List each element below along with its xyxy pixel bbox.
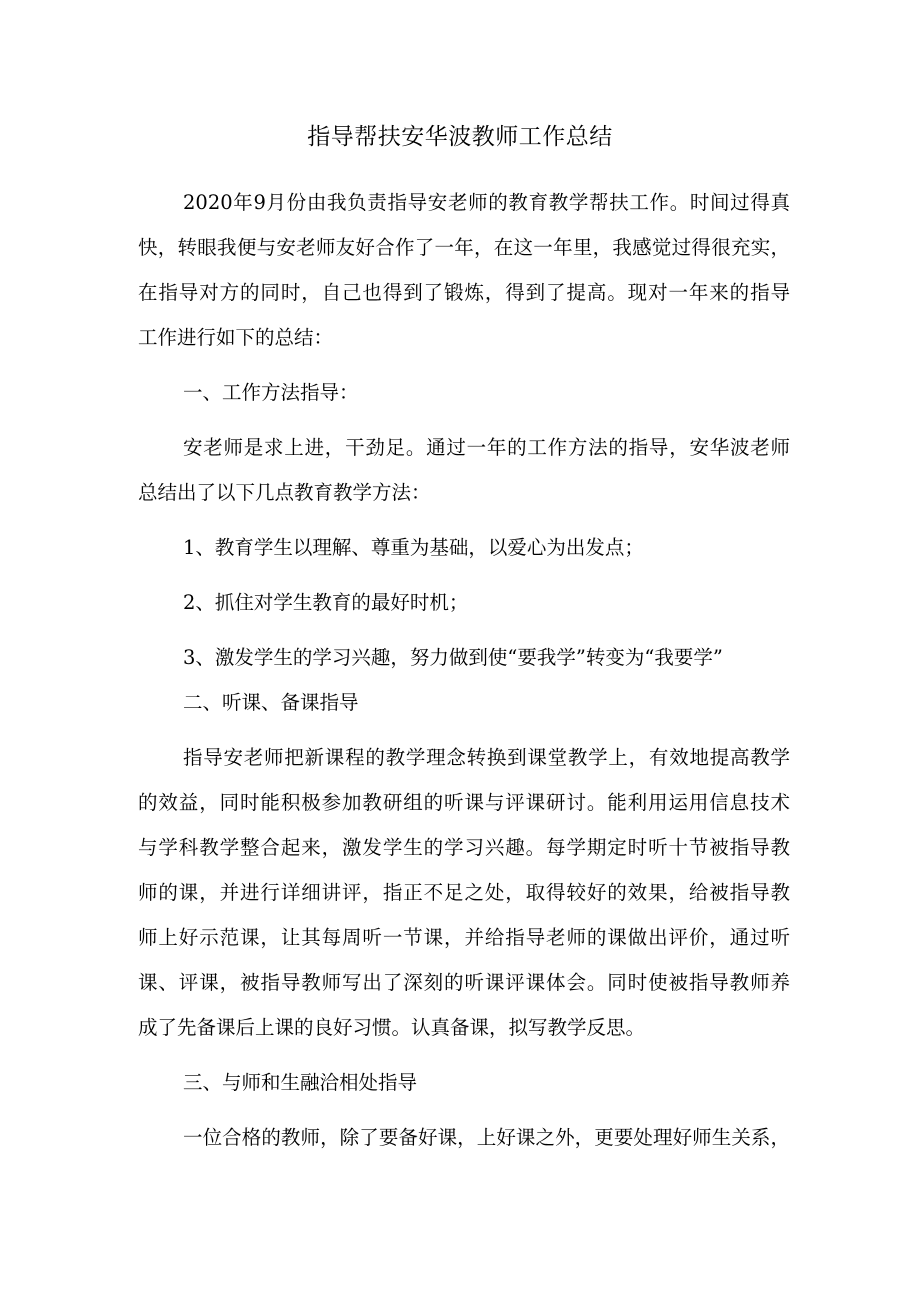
paragraph-line: 快，转眼我便与安老师友好合作了一年，在这一年里，我感觉过得很充实， (138, 236, 790, 259)
paragraph-line: 总结出了以下几点教育教学方法： (138, 481, 431, 504)
paragraph-line: 成了先备课后上课的良好习惯。认真备课，拟写教学反思。 (138, 1016, 646, 1039)
list-item-1: 1、教育学生以理解、尊重为基础，以爱心为出发点； (183, 536, 644, 559)
paragraph-line: 的效益，同时能积极参加教研组的听课与评课研讨。能利用运用信息技术 (138, 791, 790, 814)
paragraph-line: 2020年9月份由我负责指导安老师的教育教学帮扶工作。时间过得真 (183, 191, 790, 214)
paragraph-line: 工作进行如下的总结： (138, 326, 334, 349)
paragraph-line: 师的课，并进行详细讲评，指正不足之处，取得较好的效果，给被指导教 (138, 881, 790, 904)
section-heading-2: 二、听课、备课指导 (183, 691, 359, 714)
paragraph-line: 与学科教学整合起来，激发学生的学习兴趣。每学期定时听十节被指导教 (138, 836, 790, 859)
paragraph-line: 安老师是求上进，干劲足。通过一年的工作方法的指导，安华波老师 (183, 436, 790, 459)
paragraph-line: 师上好示范课，让其每周听一节课，并给指导老师的课做出评价，通过听 (138, 926, 790, 949)
paragraph-line: 在指导对方的同时，自己也得到了锻炼，得到了提高。现对一年来的指导 (138, 281, 790, 304)
paragraph-line: 课、评课，被指导教师写出了深刻的听课评课体会。同时使被指导教师养 (138, 971, 790, 994)
paragraph-line: 指导安老师把新课程的教学理念转换到课堂教学上，有效地提高教学 (183, 746, 790, 769)
section-heading-3: 三、与师和生融洽相处指导 (183, 1071, 418, 1094)
document-body (138, 180, 790, 1160)
list-item-3: 3、激发学生的学习兴趣，努力做到使“要我学”转变为“我要学” (183, 646, 723, 669)
document-title: 指导帮扶安华波教师工作总结 (307, 124, 613, 150)
paragraph-line: 一位合格的教师，除了要备好课，上好课之外，更要处理好师生关系， (183, 1126, 790, 1149)
list-item-2: 2、抓住对学生教育的最好时机； (183, 591, 469, 614)
section-heading-1: 一、工作方法指导： (183, 381, 359, 404)
